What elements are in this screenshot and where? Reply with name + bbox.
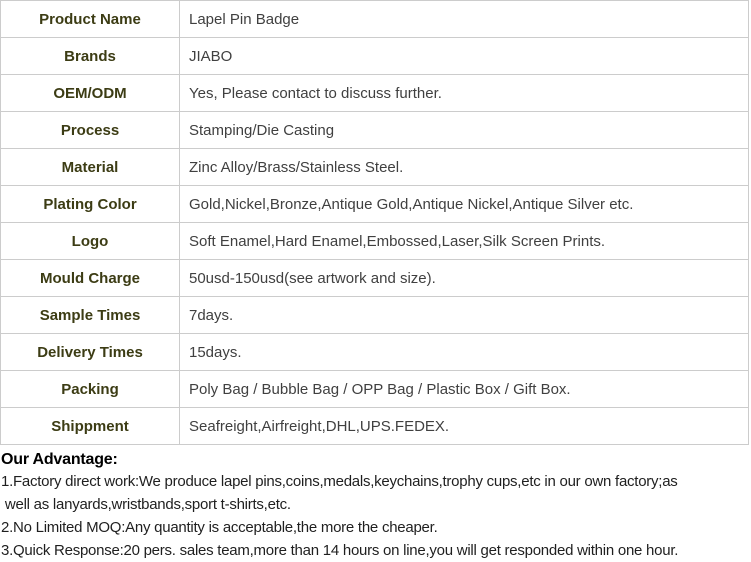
table-row xyxy=(1,149,749,186)
spec-label: Process xyxy=(1,112,180,149)
spec-value: Lapel Pin Badge xyxy=(180,1,749,38)
spec-label: Mould Charge xyxy=(1,260,180,297)
spec-label: Sample Times xyxy=(1,297,180,334)
advantage-line: 1.Factory direct work:We produce lapel pins,coins,medals,keychains,trophy cups,etc in our own factory;as xyxy=(1,473,678,490)
spec-label: Shippment xyxy=(1,408,180,445)
table-row xyxy=(1,260,749,297)
spec-value: Yes, Please contact to discuss further. xyxy=(180,75,749,112)
spec-label: Packing xyxy=(1,371,180,408)
spec-value: Soft Enamel,Hard Enamel,Embossed,Laser,Silk Screen Prints. xyxy=(180,223,749,260)
table-row xyxy=(1,371,749,408)
table-row xyxy=(1,112,749,149)
spec-value: Seafreight,Airfreight,DHL,UPS.FEDEX. xyxy=(180,408,749,445)
spec-label: Logo xyxy=(1,223,180,260)
spec-value: 50usd-150usd(see artwork and size). xyxy=(180,260,749,297)
spec-label: Plating Color xyxy=(1,186,180,223)
spec-label: OEM/ODM xyxy=(1,75,180,112)
spec-value: Stamping/Die Casting xyxy=(180,112,749,149)
table-row xyxy=(1,408,749,445)
table-row xyxy=(1,186,749,223)
spec-value: Poly Bag / Bubble Bag / OPP Bag / Plastic Box / Gift Box. xyxy=(180,371,749,408)
advantage-heading: Our Advantage: xyxy=(1,451,118,468)
spec-value: 15days. xyxy=(180,334,749,371)
table-row xyxy=(1,334,749,371)
spec-label: Brands xyxy=(1,38,180,75)
advantage-section xyxy=(0,450,751,562)
spec-label: Product Name xyxy=(1,1,180,38)
table-row xyxy=(1,75,749,112)
spec-value: 7days. xyxy=(180,297,749,334)
advantage-line: well as lanyards,wristbands,sport t-shirts,etc. xyxy=(1,496,291,513)
spec-label: Material xyxy=(1,149,180,186)
spec-label: Delivery Times xyxy=(1,334,180,371)
spec-value: Gold,Nickel,Bronze,Antique Gold,Antique Nickel,Antique Silver etc. xyxy=(180,186,749,223)
spec-value: JIABO xyxy=(180,38,749,75)
table-row xyxy=(1,1,749,38)
advantage-line: 3.Quick Response:20 pers. sales team,more than 14 hours on line,you will get responded within one hour. xyxy=(1,542,679,559)
spec-value: Zinc Alloy/Brass/Stainless Steel. xyxy=(180,149,749,186)
table-row xyxy=(1,297,749,334)
advantage-line: 2.No Limited MOQ:Any quantity is acceptable,the more the cheaper. xyxy=(1,519,438,536)
table-row xyxy=(1,223,749,260)
table-row xyxy=(1,38,749,75)
